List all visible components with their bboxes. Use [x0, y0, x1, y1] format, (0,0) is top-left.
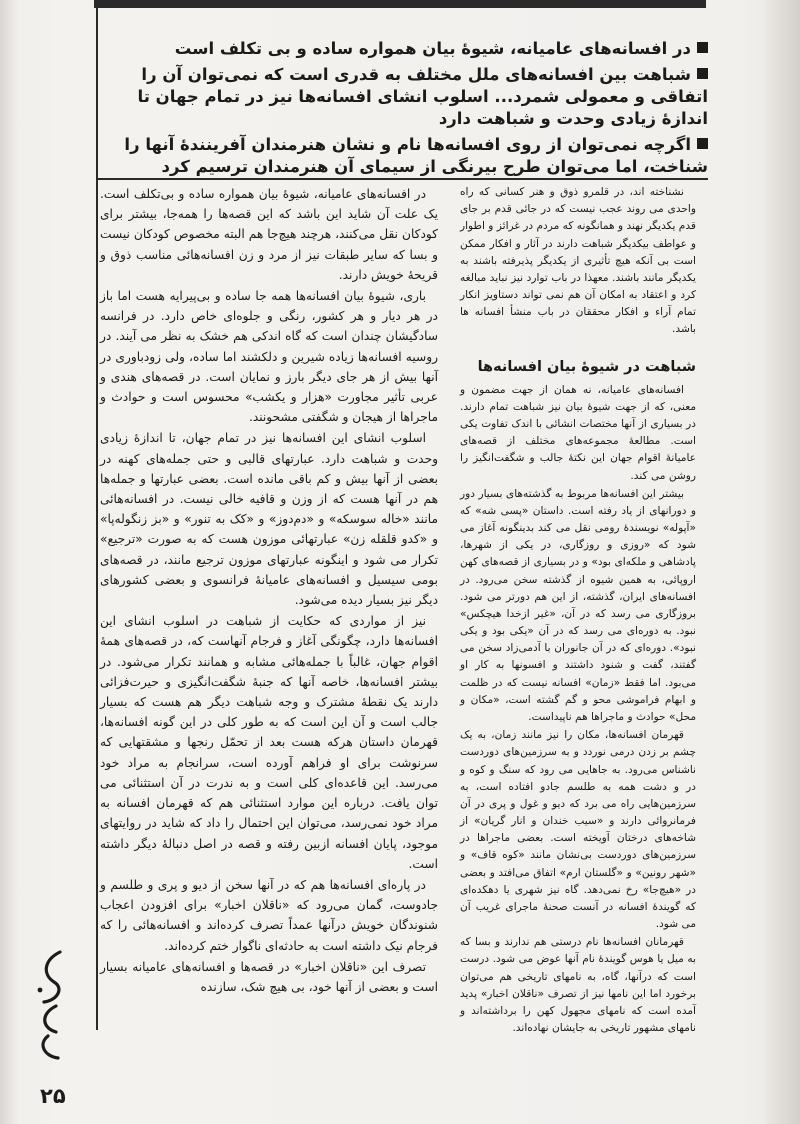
vertical-rule [96, 0, 98, 1030]
top-bar [94, 0, 706, 8]
body-paragraph: در افسانه‌های عامیانه، شیوهٔ بیان همواره ساده و بی‌تکلف است. یک علت آن شاید این باشد که این قصه‌ها را همه‌جا، بیشتر برای کودکان نقل می‌کنند، هرچند هیچ‌جا هم البته مخصوص کودکان نیست و بسا که سایر طبقات نیز از مرد و زن افسانه‌هائی مناسب ذوق و قریحهٔ خویش دارند. [100, 187, 438, 282]
square-bullet-icon [697, 68, 708, 79]
body-paragraph: اسلوب انشای این افسانه‌ها نیز در تمام جهان، تا اندازهٔ زیادی وحدت و شباهت دارد. عبارتهای قالبی و حتی جمله‌های کهنه در بعضی از آنها بیش و کم باقی مانده است. بعضی عبارتها و جمله‌ها هم در آنها هست که از وزن و قافیه خالی نیست. در افسانه‌هائی مانند «خاله سوسکه» و «دم‌دوز» و «کک به تنور» و «بز زنگوله‌پا» و «کدو قلقله زن» عبارتهائی موزون هست که به صورت «ترجیع» تکرار می شود و اینگونه عبارتهای موزون ترجیع مانند، در قصه‌های بومی سیسیل و افسانه‌های عامیانهٔ فرانسوی و بعضی کشورهای دیگر نیز بسیار دیده می‌شود. [100, 431, 438, 608]
pull-quote: اگرچه نمی‌توان از روی افسانه‌ها نام و نشان هنرمندان آفرینندهٔ آنها را شناخت، اما می‌توان طرح بیرنگی از سیمای آن هنرمندان ترسیم کرد [124, 135, 708, 176]
left-column [100, 184, 438, 997]
pull-quote-bottom-rule [96, 178, 708, 180]
page-binding-shadow [766, 0, 800, 1124]
square-bullet-icon [697, 138, 708, 149]
intro-paragraph: نشناخته اند، در قلمرو ذوق و هنر کسانی که راه واحدی می روند عجب نیست که در جائی قدم بر جای قدم یکدیگر نهند و همانگونه که مردم در غرائز و اطوار و عواطف بیکدیگر شباهت دارند در آثار و افکار ممکن است بی آنکه هیچ تأثیری از یکدیگر پذیرفته باشند به یکدیگر مانند باشند. معهذا در باب توارد نیز نباید مبالغه کرد و اعتقاد به امکان آن هم نمی تواند دستاویز انکار تمام آراء و افکار محققان در باب منشأ افسانه ها باشد. [460, 186, 696, 336]
body-paragraph: افسانه‌های عامیانه، نه همان از جهت مضمون و معنی، که از جهت شیوهٔ بیان نیز شباهت تمام دارند. در بسیاری از آنها مختصات انشائی با اندک تفاوت یکی است. مطالعهٔ مجموعه‌های مختلف از قصه‌های عامیانهٔ اقوام جهان این نکتهٔ جالب و شگفت‌انگیز را روشن می کند. [460, 383, 696, 482]
section-heading: شباهت در شیوهٔ بیان افسانه‌ها [477, 358, 696, 375]
pull-quote: در افسانه‌های عامیانه، شیوهٔ بیان همواره ساده و بی تکلف است [100, 38, 708, 60]
body-paragraph: قهرمانان افسانه‌ها نام درستی هم ندارند و بسا که به میل یا هوس گویندهٔ نام آنها عوض می شود. درست است که درآنها، گاه، به نامهای تاریخی هم می‌توان برخورد اما این نامها نیز از تصرف «ناقلان اخبار» پدید آمده است که نامهای مجهول کهن را برداشته‌اند و نامهای مشهور تاریخی به جایشان نهاده‌اند. [460, 936, 696, 1035]
body-paragraph: قهرمان افسانه‌ها، مکان را نیز مانند زمان، به یک چشم بر زدن درمی نوردد و به سرزمین‌های دوردست ناشناس می‌رود. به جاهایی می رود که سنگ و کوه و در و دشت همه به طلسم جادو افتاده است، به سرزمین‌هایی راه می برد که دیو و غول و پری در آن فرمانروائی دارند و «سیب خندان و انار گریان» از شاخه‌های درختان آویخته است. بعضی ماجراها در سرزمین‌های دوردست بی‌نشان مانند «کوه قاف» و «شهر رونین» و «گلستان ارم» اتفاق می‌افتد و بعضی در «هیچ‌جا» رخ نمی‌دهد. گاه نیز شهری یا دهکده‌ای که گویندهٔ افسانه در آنست صحنهٔ ماجرای غریب آن می شود. [460, 729, 696, 931]
pull-quote: شباهت بین افسانه‌های ملل مختلف به قدری است که نمی‌توان آن را اتفاقی و معمولی شمرد... اسلوب انشای افسانه‌ها نیز در تمام جهان تا اندازهٔ زیادی وحدت و شباهت دارد [137, 65, 708, 128]
kerman-logo [30, 944, 70, 1064]
pull-quotes [100, 38, 708, 178]
square-bullet-icon [697, 42, 708, 53]
page-number: ۲۵ [40, 1084, 66, 1108]
body-paragraph: باری، شیوهٔ بیان افسانه‌ها همه جا ساده و بی‌پیرایه هست اما باز در هر دیار و هر کشور، رنگی و جلوه‌ای خاص دارد. در فرانسه سادگیشان چندان است که گاه اندکی هم خشک به نظر می آیند. در روسیه افسانه‌ها زیاده شیرین و دلکشند اما ساده، ولی زودباوری در آنها بیش از هر جای دیگر بارز و نمایان است. در قصه‌های هندی و عربی تأثیر مجاورت «هزار و یکشب» محسوس است و حوادث و ماجراها از هیجان و شگفتی مشحونند. [100, 289, 438, 425]
right-column [460, 184, 696, 1037]
body-paragraph: در پاره‌ای افسانه‌ها هم که در آنها سخن از دیو و پری و طلسم و جادوست، گمان می‌رود که «ناقلان اخبار» برای افزودن اعجاب شنوندگان خویش درآنها عمداً تصرف کرده‌اند و افسانه‌هائی را که فرجام نیک داشته است به حادثه‌ای ناگوار ختم کرده‌اند. [100, 877, 438, 953]
body-paragraph: بیشتر این افسانه‌ها مربوط به گذشته‌های بسیار دور و دورانهای از یاد رفته است. داستان «پسی شه» که «آپوله» نویسندهٔ رومی نقل می کند بدینگونه آغاز می شود که «روزی و روزگاری، در یکی از شهرها، پادشاهی و ملکه‌ای بود» و در بسیاری از قصه‌های کهن اروپائی، به همین شیوه از گذشته سخن می‌رود. در افسانه‌های ایران، گذشته، از این هم دورتر می شود. بروزگاری می رسد که در آن، «غیر ازخدا هیچکس» نبود. به دوره‌ای می رسد که در آن «یکی بود و یکی نبود». دوره‌ای که در آن جانوران با آدمی‌زاد سخن می گفتند، گفت و شنود داشتند و افسونها به کار او می‌بود. اما فقط «زمان» افسانه نیست که در ظلمت و ابهام فراموشی محو و گم گشته است، «مکان و محل» حوادث و ماجراها هم ناپیداست. [460, 487, 696, 723]
body-paragraph: نیز از مواردی که حکایت از شباهت در اسلوب انشای این افسانه‌ها دارد، چگونگی آغاز و فرجام آنهاست که، در قصه‌های همهٔ اقوام جهان، غالباً با جمله‌هائی مشابه و همانند تکرار می‌شود. در بیشتر افسانه‌ها، خاصه آنها که جنبهٔ شگفت‌انگیزی و حیرت‌فزائی دارند یک نقطهٔ مشترک و وجه شباهت دیگر هم هست که بسیار جالب است و آن این است که به طور کلی در این گونه افسانه‌ها، قهرمان داستان هرکه هست بعد از تحمّل رنجها و مشقتهایی که سرنوشت برای او فراهم آورده است، سرانجام به مراد خود می‌رسد. این قاعده‌ای کلی است و به ندرت در آن استثنائی می توان یافت. درباره این موارد استثنائی هم که قهرمان افسانه به مراد خود نمی‌رسد، می‌توان این احتمال را داد که شاید در روایتهای موجود، پایان افسانه ازبین رفته و قصه در اصل دنبالهٔ دیگر داشته است. [100, 614, 438, 871]
body-paragraph: تصرف این «ناقلان اخبار» در قصه‌ها و افسانه‌های عامیانه بسیار است و بعضی از آنها خود، بی هیچ شک، سازنده [100, 959, 438, 994]
